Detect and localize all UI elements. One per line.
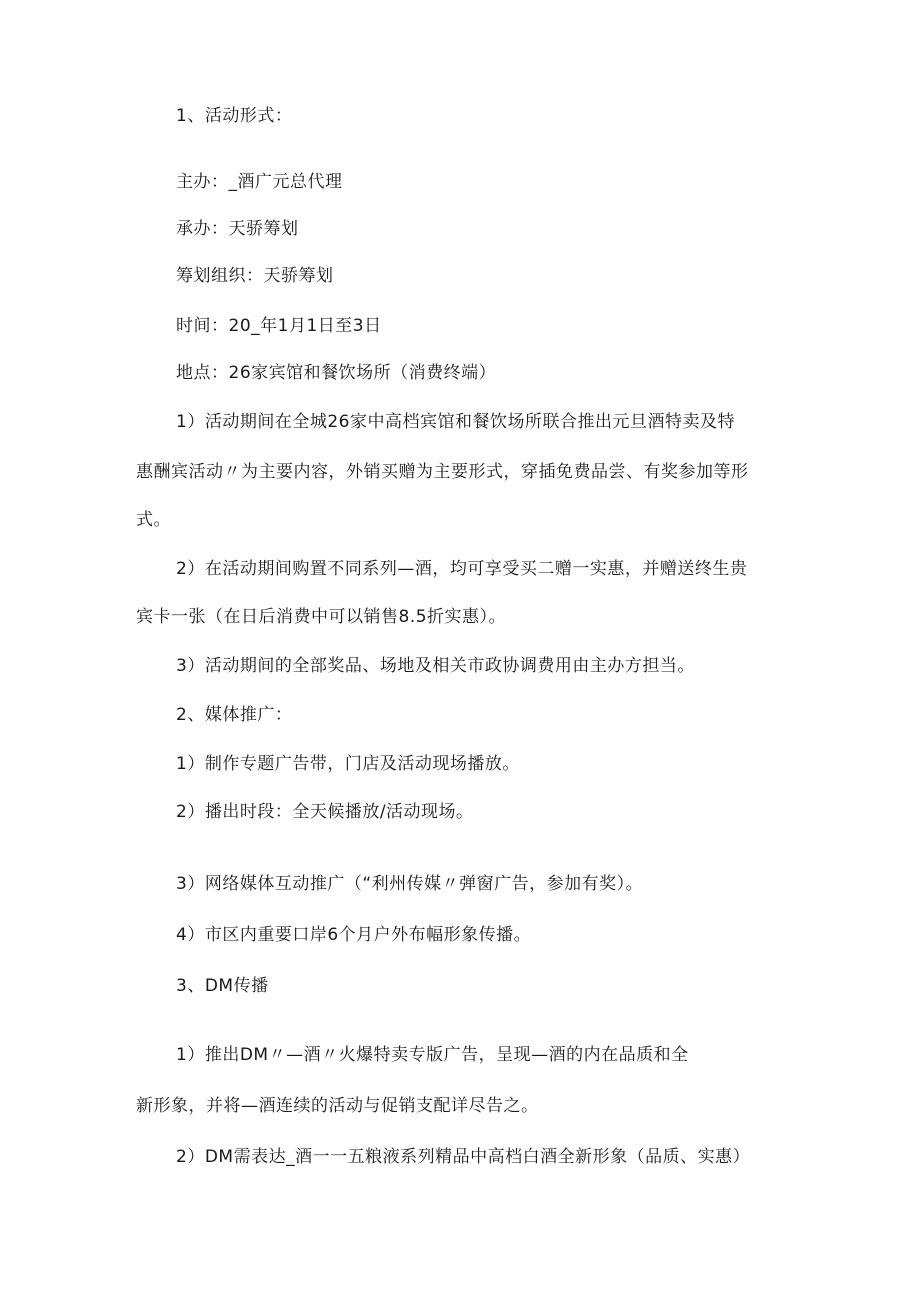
paragraph-line: 2）DM需表达_酒一一五粮液系列精品中高档白酒全新形象（品质、实惠） <box>176 1147 751 1167</box>
paragraph-line: 2）在活动期间购置不同系列—酒，均可享受买二赠一实惠，并赠送终生贵 <box>176 559 748 579</box>
organizer-line: 主办：_酒广元总代理 <box>176 172 343 192</box>
paragraph-line: 1）推出DM〃—酒〃火爆特卖专版广告，呈现—酒的内在品质和全 <box>176 1045 689 1065</box>
paragraph-line: 式。 <box>136 510 171 530</box>
section-heading-dm: 3、DM传播 <box>176 976 269 996</box>
planning-line: 筹划组织：天骄筹划 <box>176 266 334 286</box>
paragraph-line: 1）活动期间在全城26家中高档宾馆和餐饮场所联合推出元旦酒特卖及特 <box>176 412 735 432</box>
paragraph-line: 惠酬宾活动〃为主要内容，外销买赠为主要形式，穿插免费品尝、有奖参加等形 <box>136 462 749 482</box>
co-organizer-line: 承办：天骄筹划 <box>176 219 299 239</box>
location-line: 地点：26家宾馆和餐饮场所（消费终端） <box>176 363 497 383</box>
list-item: 1）制作专题广告带，门店及活动现场播放。 <box>176 754 520 774</box>
list-item: 4）市区内重要口岸6个月户外布幅形象传播。 <box>176 925 532 945</box>
list-item: 2）播出时段：全天候播放/活动现场。 <box>176 802 474 822</box>
time-line: 时间：20_年1月1日至3日 <box>176 316 382 336</box>
list-item: 3）网络媒体互动推广（“利州传媒〃弹窗广告，参加有奖）。 <box>176 874 644 894</box>
paragraph-line: 3）活动期间的全部奖品、场地及相关市政协调费用由主办方担当。 <box>176 656 695 676</box>
section-heading-activity-form: 1、活动形式： <box>176 106 293 126</box>
section-heading-media-promotion: 2、媒体推广： <box>176 705 293 725</box>
paragraph-line: 宾卡一张（在日后消费中可以销售8.5折实惠）。 <box>136 607 507 627</box>
paragraph-line: 新形象，并将—酒连续的活动与促销支配详尽告之。 <box>136 1096 539 1116</box>
